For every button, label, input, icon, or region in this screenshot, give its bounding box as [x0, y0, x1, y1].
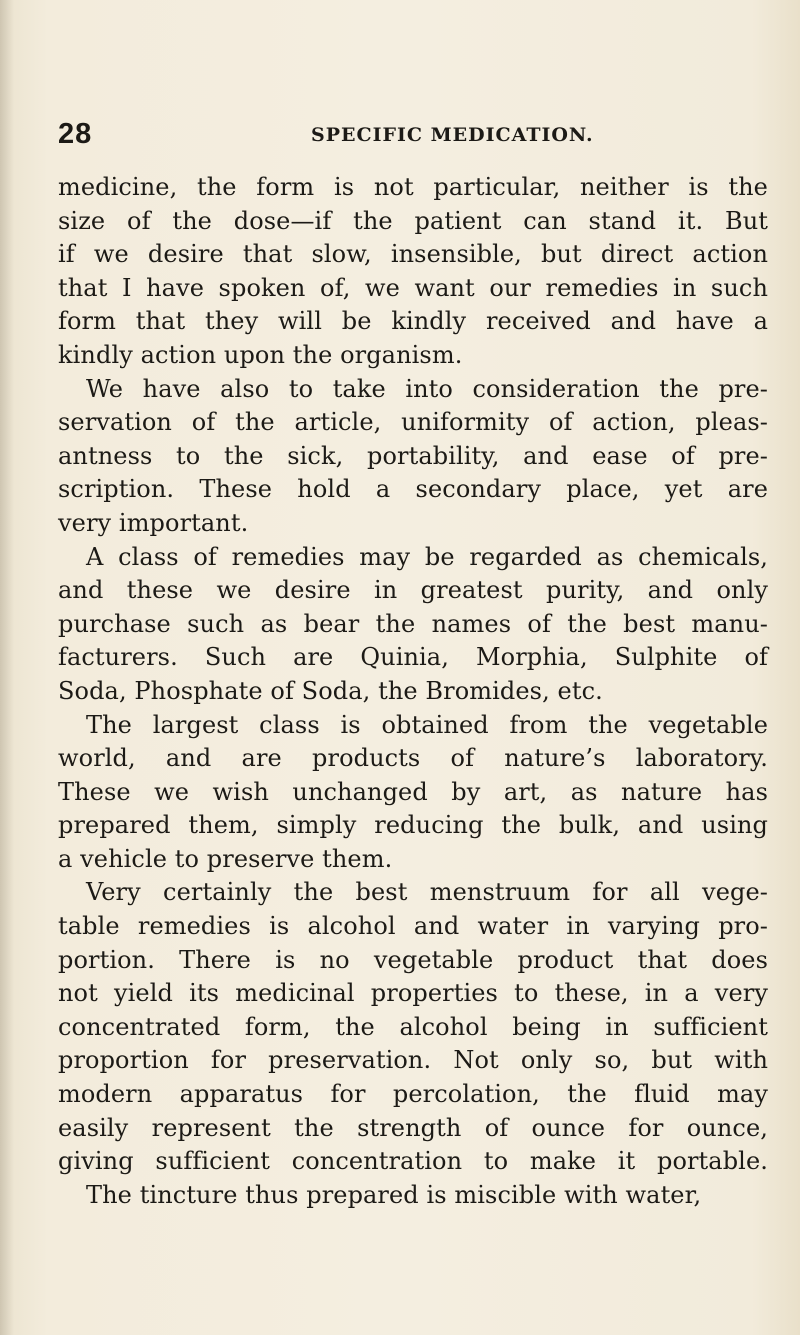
text-line: A class of remedies may be regarded as chemicals,: [86, 542, 768, 571]
text-line: table remedies is alcohol and water in varying pro-: [58, 912, 768, 941]
text-line: form that they will be kindly received and have a: [58, 307, 768, 336]
text-line: These we wish unchanged by art, as nature has: [58, 777, 768, 806]
text-line: not yield its medicinal properties to these, in a very: [58, 979, 768, 1008]
text-line: a vehicle to preserve them.: [58, 844, 393, 873]
text-line: and these we desire in greatest purity, and only: [58, 576, 768, 605]
text-line: kindly action upon the organism.: [58, 340, 463, 369]
text-line: very important.: [58, 508, 249, 537]
text-line: prepared them, simply reducing the bulk, and using: [58, 811, 768, 840]
text-line: portion. There is no vegetable product that does: [58, 945, 768, 974]
text-line: modern apparatus for percolation, the fluid may: [58, 1080, 768, 1109]
text-line: scription. These hold a secondary place, yet are: [58, 475, 768, 504]
text-line: servation of the article, uniformity of action, pleas-: [58, 408, 768, 437]
text-line: facturers. Such are Quinia, Morphia, Sulphite of: [58, 643, 768, 672]
text-line: We have also to take into consideration the pre-: [86, 374, 768, 403]
text-line: The tincture thus prepared is miscible with water,: [86, 1180, 702, 1209]
text-line: easily represent the strength of ounce for ounce,: [58, 1113, 768, 1142]
text-line: Very certainly the best menstruum for all vege-: [86, 878, 768, 907]
text-line: purchase such as bear the names of the best manu-: [58, 609, 768, 638]
text-line: that I have spoken of, we want our remedies in such: [58, 273, 768, 302]
text-line: size of the dose—if the patient can stand it. But: [58, 206, 768, 235]
text-line: giving sufficient concentration to make it portable.: [58, 1147, 768, 1176]
running-title: SPECIFIC MEDICATION.: [311, 124, 594, 146]
text-line: proportion for preservation. Not only so, but with: [58, 1046, 768, 1075]
page-number: 28: [58, 118, 93, 150]
page-gutter-shadow: [0, 0, 14, 1335]
text-line: world, and are products of nature’s laboratory.: [58, 744, 768, 773]
text-line: Soda, Phosphate of Soda, the Bromides, etc.: [58, 676, 603, 705]
text-line: The largest class is obtained from the vegetable: [86, 710, 768, 739]
text-line: concentrated form, the alcohol being in sufficient: [58, 1012, 768, 1041]
body-text: [58, 171, 768, 1212]
text-line: if we desire that slow, insensible, but direct action: [58, 240, 768, 269]
text-line: antness to the sick, portability, and ease of pre-: [58, 441, 768, 470]
text-line: medicine, the form is not particular, neither is the: [58, 173, 768, 201]
page-header: [58, 118, 758, 154]
